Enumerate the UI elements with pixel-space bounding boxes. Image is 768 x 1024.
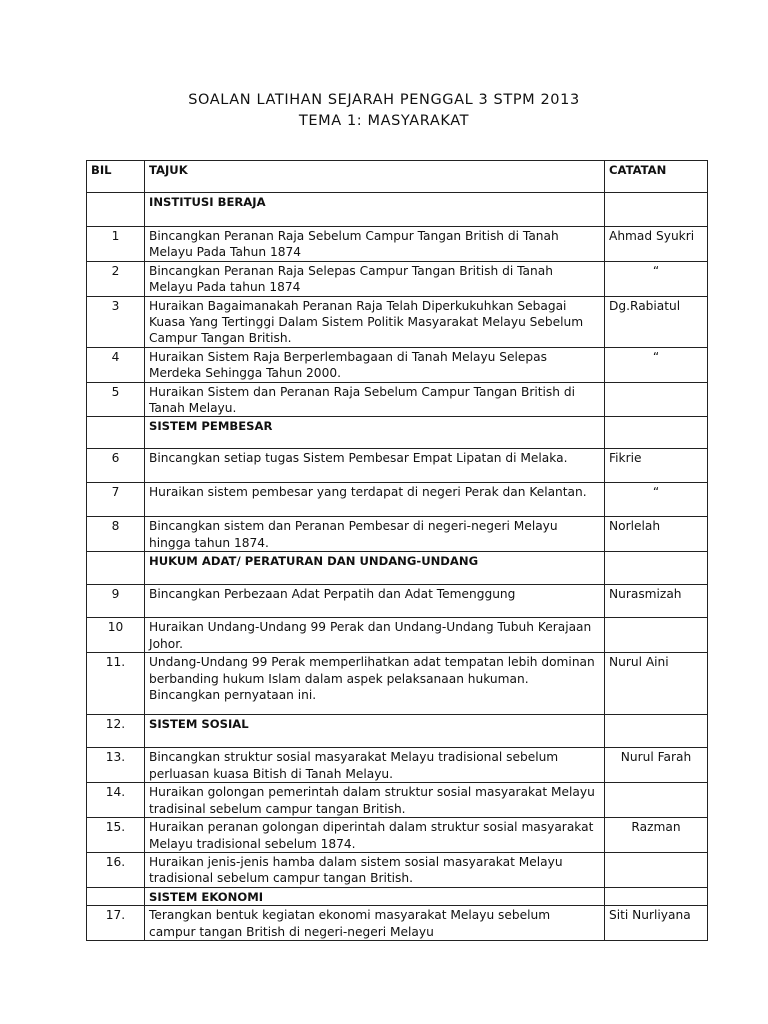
row-question: Bincangkan Perbezaan Adat Perpatih dan Adat Temenggung [145, 585, 605, 618]
row-note [605, 552, 708, 585]
row-question: Bincangkan setiap tugas Sistem Pembesar Empat Lipatan di Melaka. [145, 449, 605, 483]
row-note [605, 193, 708, 227]
table-row [87, 483, 708, 517]
row-note: Razman [605, 818, 708, 853]
row-note [605, 618, 708, 653]
row-number: 2 [87, 261, 145, 296]
section-title: SISTEM SOSIAL [145, 715, 605, 748]
row-note: Nurasmizah [605, 585, 708, 618]
table-row [87, 818, 708, 853]
table-row [87, 449, 708, 483]
row-number: 3 [87, 296, 145, 347]
section-row [87, 552, 708, 585]
row-note: Nurul Farah [605, 748, 708, 783]
table-row [87, 382, 708, 417]
row-number: 14. [87, 783, 145, 818]
row-note: Ahmad Syukri [605, 227, 708, 262]
section-row [87, 715, 708, 748]
row-number: 6 [87, 449, 145, 483]
row-number: 10 [87, 618, 145, 653]
row-number [87, 417, 145, 449]
row-number: 1 [87, 227, 145, 262]
row-note: “ [605, 347, 708, 382]
row-number [87, 887, 145, 905]
table-row [87, 783, 708, 818]
row-question: Huraikan Sistem dan Peranan Raja Sebelum Campur Tangan British di Tanah Melayu. [145, 382, 605, 417]
row-number: 12. [87, 715, 145, 748]
header-bil: BIL [87, 161, 145, 193]
row-number [87, 552, 145, 585]
row-question: Huraikan Bagaimanakah Peranan Raja Telah Diperkukuhkan Sebagai Kuasa Yang Tertinggi Dalam Sistem Politik Masyarakat Melayu Sebelum Campur Tangan British. [145, 296, 605, 347]
table-row [87, 261, 708, 296]
row-number: 11. [87, 653, 145, 715]
row-question: Bincangkan sistem dan Peranan Pembesar di negeri-negeri Melayu hingga tahun 1874. [145, 517, 605, 552]
row-note: Nurul Aini [605, 653, 708, 715]
row-number: 8 [87, 517, 145, 552]
row-note [605, 783, 708, 818]
row-question: Huraikan Sistem Raja Berperlembagaan di Tanah Melayu Selepas Merdeka Sehingga Tahun 2000. [145, 347, 605, 382]
row-number: 7 [87, 483, 145, 517]
row-note: Siti Nurliyana [605, 906, 708, 941]
row-number: 17. [87, 906, 145, 941]
table-row [87, 227, 708, 262]
table-row [87, 653, 708, 715]
row-question: Huraikan jenis-jenis hamba dalam sistem sosial masyarakat Melayu tradisional sebelum campur tangan British. [145, 852, 605, 887]
row-note [605, 887, 708, 905]
row-question: Huraikan sistem pembesar yang terdapat di negeri Perak dan Kelantan. [145, 483, 605, 517]
document-header [0, 90, 768, 132]
row-number: 15. [87, 818, 145, 853]
row-question: Bincangkan struktur sosial masyarakat Melayu tradisional sebelum perluasan kuasa Bitish di Tanah Melayu. [145, 748, 605, 783]
table-row [87, 585, 708, 618]
document-subtitle: TEMA 1: MASYARAKAT [298, 113, 470, 129]
row-note: “ [605, 261, 708, 296]
document-title: SOALAN LATIHAN SEJARAH PENGGAL 3 STPM 2013 [188, 92, 580, 108]
row-question: Bincangkan Peranan Raja Selepas Campur Tangan British di Tanah Melayu Pada tahun 1874 [145, 261, 605, 296]
row-note [605, 417, 708, 449]
row-note: Dg.Rabiatul [605, 296, 708, 347]
table-row [87, 618, 708, 653]
row-question: Undang-Undang 99 Perak memperlihatkan adat tempatan lebih dominan berbanding hukum Islam dalam aspek pelaksanaan hukuman. Bincangkan pernyataan ini. [145, 653, 605, 715]
section-row [87, 887, 708, 905]
row-number: 9 [87, 585, 145, 618]
row-number: 16. [87, 852, 145, 887]
row-number: 13. [87, 748, 145, 783]
row-note [605, 382, 708, 417]
table-row [87, 748, 708, 783]
section-title: SISTEM EKONOMI [145, 887, 605, 905]
row-question: Huraikan peranan golongan diperintah dalam struktur sosial masyarakat Melayu tradisional sebelum 1874. [145, 818, 605, 853]
row-question: Huraikan golongan pemerintah dalam struktur sosial masyarakat Melayu tradisinal sebelum campur tangan British. [145, 783, 605, 818]
row-question: Terangkan bentuk kegiatan ekonomi masyarakat Melayu sebelum campur tangan British di negeri-negeri Melayu [145, 906, 605, 941]
header-catatan: CATATAN [605, 161, 708, 193]
row-note [605, 852, 708, 887]
table-row [87, 906, 708, 941]
row-note: Fikrie [605, 449, 708, 483]
row-number [87, 193, 145, 227]
row-note: Norlelah [605, 517, 708, 552]
row-note: “ [605, 483, 708, 517]
row-number: 4 [87, 347, 145, 382]
table-row [87, 852, 708, 887]
header-tajuk: TAJUK [145, 161, 605, 193]
row-number: 5 [87, 382, 145, 417]
table-row [87, 517, 708, 552]
row-question: Huraikan Undang-Undang 99 Perak dan Undang-Undang Tubuh Kerajaan Johor. [145, 618, 605, 653]
section-row [87, 193, 708, 227]
table-header-row [87, 161, 708, 193]
section-title: HUKUM ADAT/ PERATURAN DAN UNDANG-UNDANG [145, 552, 605, 585]
section-row [87, 417, 708, 449]
table-row [87, 347, 708, 382]
section-title: INSTITUSI BERAJA [145, 193, 605, 227]
table-row [87, 296, 708, 347]
question-table [86, 160, 708, 941]
row-note [605, 715, 708, 748]
row-question: Bincangkan Peranan Raja Sebelum Campur Tangan British di Tanah Melayu Pada Tahun 1874 [145, 227, 605, 262]
section-title: SISTEM PEMBESAR [145, 417, 605, 449]
